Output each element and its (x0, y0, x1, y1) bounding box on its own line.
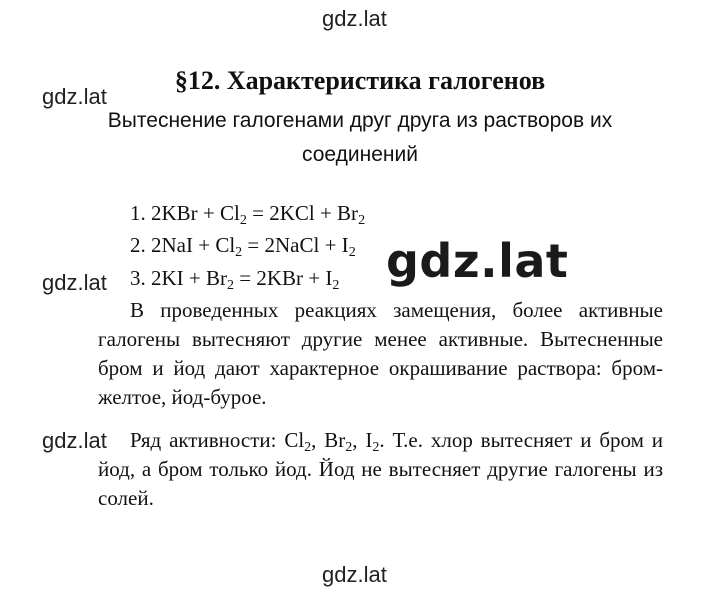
text-part: . Т.е. хлор вытесняет и бром и йод, а бром только йод. Йод не вытесняет другие галогены из солей. (98, 428, 664, 510)
paragraph-reactions (98, 296, 663, 412)
equation-1 (130, 201, 365, 226)
watermark-bottom: gdz.lat (322, 562, 387, 587)
subscript: 2 (372, 440, 380, 455)
paragraph-activity-series (98, 426, 663, 513)
page-title: §12. Характеристика галогенов (174, 66, 546, 95)
equation-left: 2KI + Br (151, 266, 228, 290)
equation-3 (130, 266, 339, 291)
subscript: 2 (239, 213, 247, 228)
watermark-top: gdz.lat (322, 6, 387, 31)
equation-left: 2NaI + Cl (151, 233, 236, 257)
paragraph-text: В проведенных реакциях замещения, более активные галогены вытесняют другие менее активные. Вытесненные бром и йод дают характерное окрашивание раствора: бром-желтое, йод-бурое. (98, 298, 663, 409)
subscript: 2 (227, 278, 235, 293)
text-part: Ряд активности: Cl (130, 428, 305, 452)
subscript: 2 (332, 278, 340, 293)
equation-right: = 2KBr + I (234, 266, 333, 290)
equation-left: 2KBr + Cl (151, 201, 240, 225)
equation-number: 3. (130, 266, 146, 290)
subscript: 2 (235, 245, 243, 260)
subscript: 2 (345, 440, 353, 455)
watermark-left-3: gdz.lat (42, 428, 107, 453)
equation-2 (130, 233, 356, 258)
text-part: , Br (311, 428, 346, 452)
subscript: 2 (304, 440, 312, 455)
equation-right: = 2NaCl + I (242, 233, 349, 257)
equation-number: 2. (130, 233, 146, 257)
subscript: 2 (348, 245, 356, 260)
text-part: , I (352, 428, 373, 452)
watermark-center: gdz.lat (386, 234, 569, 288)
equation-number: 1. (130, 201, 146, 225)
subscript: 2 (358, 213, 366, 228)
watermark-left-1: gdz.lat (42, 84, 107, 109)
equation-right: = 2KCl + Br (246, 201, 359, 225)
watermark-left-2: gdz.lat (42, 270, 107, 295)
section-subtitle: Вытеснение галогенами друг друга из растворов их соединений (107, 109, 613, 166)
